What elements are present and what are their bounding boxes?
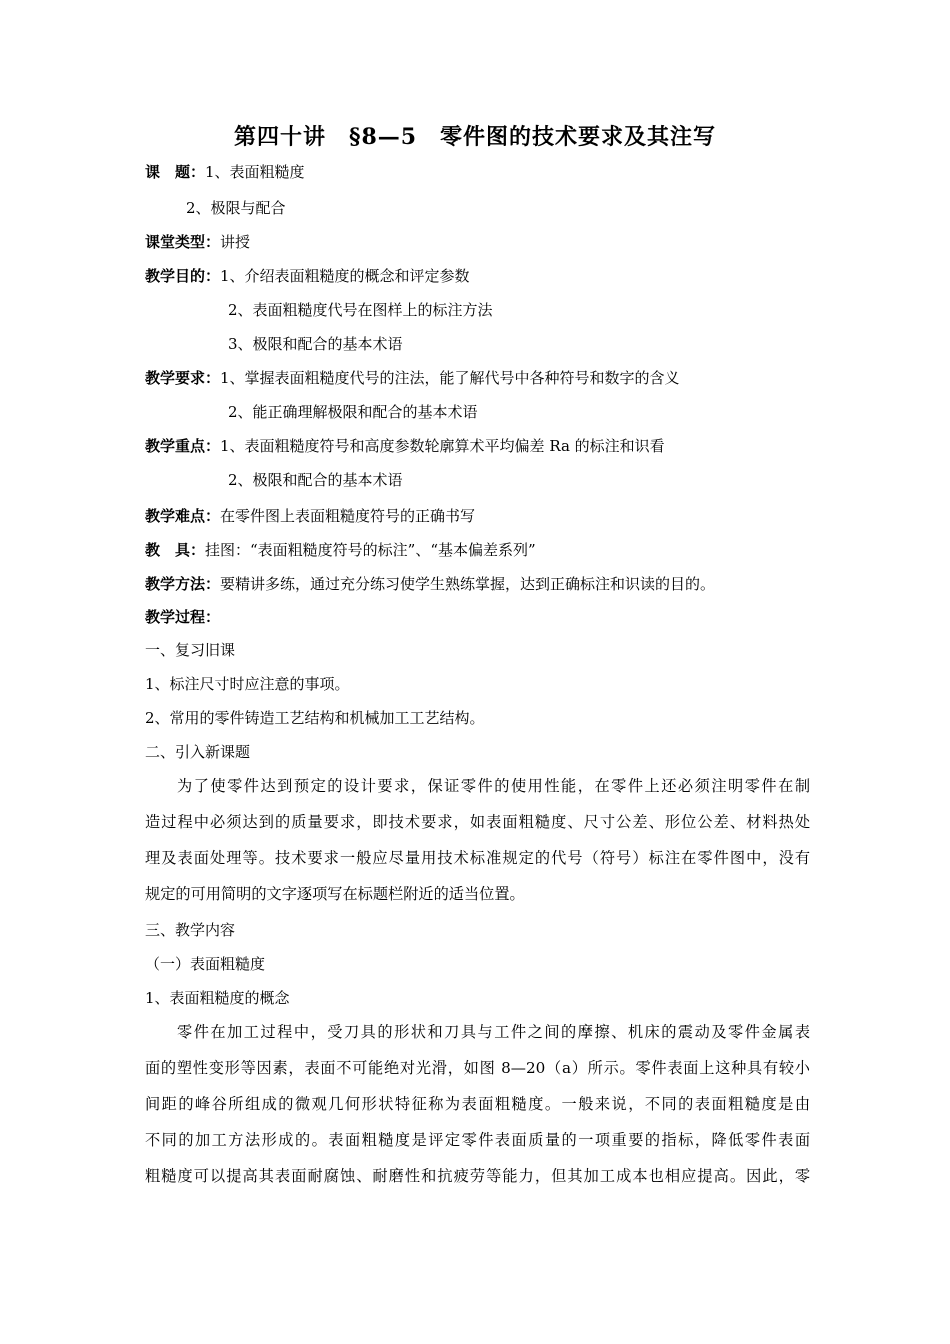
tools-value: 挂图：“表面粗糙度符号的标注”、“基本偏差系列”: [205, 541, 536, 559]
class-type-label: 课堂类型：: [145, 233, 221, 251]
objective-item-2: 2、表面粗糙度代号在图样上的标注方法: [228, 301, 493, 319]
intro-heading: 二、引入新课题: [145, 743, 251, 761]
content-line-1: 零件在加工过程中，受刀具的形状和刀具与工件之间的摩擦、机床的震动及零件金属表: [177, 1023, 810, 1041]
content-subheading: （一）表面粗糙度: [145, 955, 266, 973]
content-subheading-1: 1、表面粗糙度的概念: [145, 989, 290, 1007]
objectives-label: 教学目的：: [145, 267, 221, 285]
review-item-1: 1、标注尺寸时应注意的事项。: [145, 675, 350, 693]
class-type-row: [145, 232, 250, 252]
content-heading: 三、教学内容: [145, 921, 236, 939]
topic-item-1: 1、表面粗糙度: [205, 163, 305, 181]
intro-line-3: 理及表面处理等。技术要求一般应尽量用技术标准规定的代号（符号）标注在零件图中，没有: [145, 849, 810, 867]
content-line-4: 不同的加工方法形成的。表面粗糙度是评定零件表面质量的一项重要的指标，降低零件表面: [145, 1131, 810, 1149]
topic-item-2: 2、极限与配合: [186, 199, 286, 217]
requirements-row: [145, 368, 680, 388]
content-line-5: 粗糙度可以提高其表面耐腐蚀、耐磨性和抗疲劳等能力，但其加工成本也相应提高。因此，零: [145, 1167, 810, 1185]
content-line-2: 面的塑性变形等因素，表面不可能绝对光滑，如图 8—20（a）所示。零件表面上这种具有较小: [145, 1059, 810, 1077]
method-value: 要精讲多练，通过充分练习使学生熟练掌握，达到正确标注和识读的目的。: [220, 575, 716, 593]
key-point-item-1: 1、表面粗糙度符号和高度参数轮廓算术平均偏差 Ra 的标注和识看: [220, 437, 665, 455]
difficulty-row: [145, 506, 475, 526]
objectives-row: [145, 266, 470, 286]
tools-row: [145, 540, 536, 560]
objective-item-3: 3、极限和配合的基本术语: [228, 335, 403, 353]
method-row: [145, 574, 715, 594]
difficulty-value: 在零件图上表面粗糙度符号的正确书写: [220, 507, 476, 525]
tools-label: 教 具：: [145, 541, 206, 559]
intro-line-2: 造过程中必须达到的质量要求，即技术要求，如表面粗糙度、尺寸公差、形位公差、材料热处: [145, 813, 810, 831]
key-points-label: 教学重点：: [145, 437, 221, 455]
review-heading: 一、复习旧课: [145, 641, 236, 659]
objective-item-1: 1、介绍表面粗糙度的概念和评定参数: [220, 267, 470, 285]
intro-line-1: 为了使零件达到预定的设计要求，保证零件的使用性能，在零件上还必须注明零件在制: [177, 777, 810, 795]
topic-label: 课 题：: [145, 163, 206, 181]
content-line-3: 间距的峰谷所组成的微观几何形状特征称为表面粗糙度。一般来说，不同的表面粗糙度是由: [145, 1095, 810, 1113]
difficulty-label: 教学难点：: [145, 507, 221, 525]
page-title: 第四十讲 §8—5 零件图的技术要求及其注写: [233, 124, 717, 150]
class-type-value: 讲授: [220, 233, 251, 251]
review-item-2: 2、常用的零件铸造工艺结构和机械加工工艺结构。: [145, 709, 485, 727]
key-points-row: [145, 436, 665, 456]
intro-line-4: 规定的可用简明的文字逐项写在标题栏附近的适当位置。: [145, 885, 525, 903]
key-point-item-2: 2、极限和配合的基本术语: [228, 471, 403, 489]
method-label: 教学方法：: [145, 575, 221, 593]
requirements-label: 教学要求：: [145, 369, 221, 387]
requirement-item-2: 2、能正确理解极限和配合的基本术语: [228, 403, 478, 421]
requirement-item-1: 1、掌握表面粗糙度代号的注法，能了解代号中各种符号和数字的含义: [220, 369, 680, 387]
process-label: 教学过程：: [145, 608, 221, 626]
topic-row: [145, 162, 305, 182]
